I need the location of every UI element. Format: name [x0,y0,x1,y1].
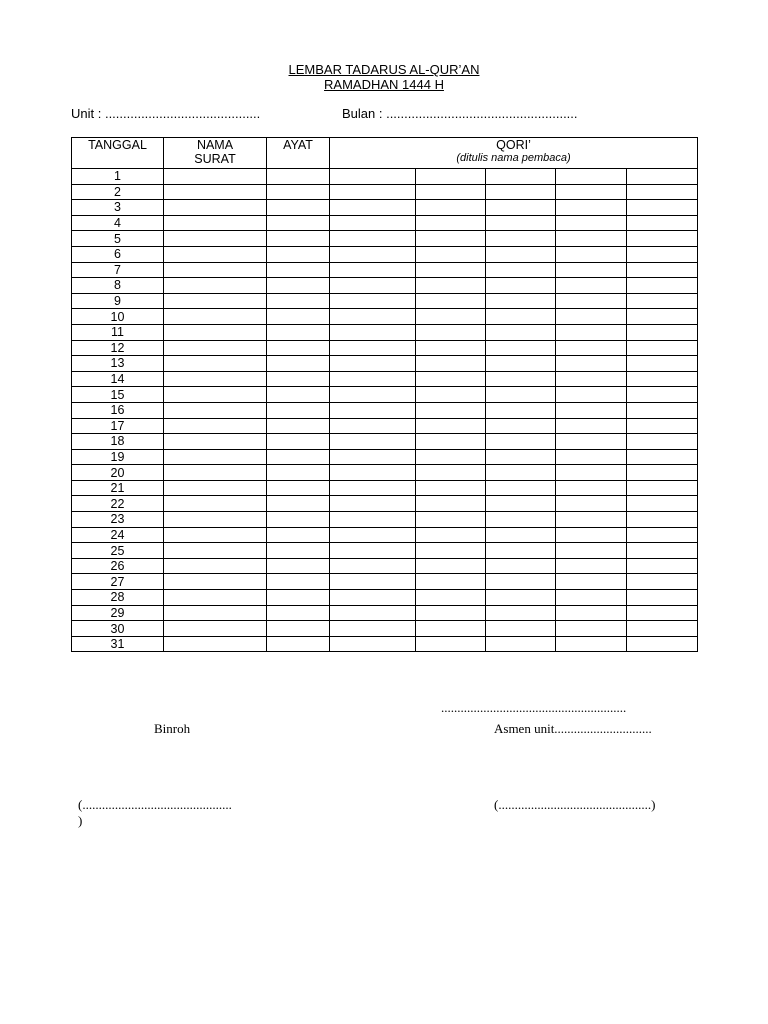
empty-cell[interactable] [556,231,627,247]
empty-cell[interactable] [486,574,556,590]
empty-cell[interactable] [486,636,556,652]
empty-cell[interactable] [556,558,627,574]
empty-cell[interactable] [486,512,556,528]
empty-cell[interactable] [486,418,556,434]
table-row [72,262,698,278]
empty-cell[interactable] [164,262,267,278]
empty-cell[interactable] [267,215,330,231]
empty-cell[interactable] [486,169,556,185]
empty-cell[interactable] [164,449,267,465]
row-tanggal: 6 [72,246,164,262]
empty-cell[interactable] [416,402,486,418]
row-tanggal: 15 [72,387,164,403]
row-tanggal: 7 [72,262,164,278]
empty-cell[interactable] [416,356,486,372]
empty-cell[interactable] [416,293,486,309]
empty-cell[interactable] [486,293,556,309]
empty-cell[interactable] [556,636,627,652]
empty-cell[interactable] [416,231,486,247]
empty-cell[interactable] [267,465,330,481]
empty-cell[interactable] [627,449,698,465]
empty-cell[interactable] [330,512,416,528]
empty-cell[interactable] [556,278,627,294]
empty-cell[interactable] [416,246,486,262]
empty-cell[interactable] [164,418,267,434]
empty-cell[interactable] [627,324,698,340]
row-tanggal: 17 [72,418,164,434]
empty-cell[interactable] [416,527,486,543]
empty-cell[interactable] [330,262,416,278]
empty-cell[interactable] [486,231,556,247]
table-row [72,184,698,200]
row-tanggal: 10 [72,309,164,325]
table-row [72,387,698,403]
empty-cell[interactable] [556,512,627,528]
empty-cell[interactable] [486,496,556,512]
empty-cell[interactable] [627,309,698,325]
empty-cell[interactable] [416,371,486,387]
empty-cell[interactable] [556,621,627,637]
empty-cell[interactable] [556,434,627,450]
empty-cell[interactable] [486,605,556,621]
empty-cell[interactable] [416,215,486,231]
empty-cell[interactable] [627,527,698,543]
empty-cell[interactable] [164,356,267,372]
empty-cell[interactable] [486,215,556,231]
empty-cell[interactable] [164,465,267,481]
empty-cell[interactable] [486,621,556,637]
empty-cell[interactable] [627,574,698,590]
empty-cell[interactable] [164,293,267,309]
row-tanggal: 1 [72,169,164,185]
binroh-label: Binroh [154,721,191,736]
empty-cell[interactable] [267,184,330,200]
empty-cell[interactable] [416,590,486,606]
empty-cell[interactable] [627,371,698,387]
empty-cell[interactable] [416,480,486,496]
header-tanggal: TANGGAL [72,138,164,169]
empty-cell[interactable] [267,605,330,621]
empty-cell[interactable] [627,262,698,278]
empty-cell[interactable] [556,590,627,606]
document-title-line2: RAMADHAN 1444 H [324,77,444,92]
empty-cell[interactable] [486,465,556,481]
empty-cell[interactable] [164,387,267,403]
empty-cell[interactable] [556,324,627,340]
empty-cell[interactable] [486,371,556,387]
empty-cell[interactable] [556,402,627,418]
empty-cell[interactable] [486,324,556,340]
empty-cell[interactable] [486,387,556,403]
empty-cell[interactable] [627,621,698,637]
table-row [72,574,698,590]
table-row [72,636,698,652]
empty-cell[interactable] [164,231,267,247]
empty-cell[interactable] [267,169,330,185]
empty-cell[interactable] [330,590,416,606]
empty-cell[interactable] [267,246,330,262]
empty-cell[interactable] [486,434,556,450]
empty-cell[interactable] [627,558,698,574]
table-row [72,246,698,262]
empty-cell[interactable] [267,558,330,574]
empty-cell[interactable] [416,387,486,403]
row-tanggal: 9 [72,293,164,309]
empty-cell[interactable] [416,496,486,512]
table-row [72,496,698,512]
empty-cell[interactable] [627,387,698,403]
empty-cell[interactable] [486,402,556,418]
empty-cell[interactable] [164,184,267,200]
empty-cell[interactable] [330,184,416,200]
empty-cell[interactable] [330,418,416,434]
row-tanggal: 31 [72,636,164,652]
empty-cell[interactable] [330,246,416,262]
empty-cell[interactable] [164,512,267,528]
empty-cell[interactable] [330,449,416,465]
empty-cell[interactable] [330,340,416,356]
empty-cell[interactable] [330,636,416,652]
empty-cell[interactable] [267,574,330,590]
unit-field: Unit : ........................................... [71,106,261,121]
row-tanggal: 13 [72,356,164,372]
header-nama-surat: NAMA SURAT [164,138,267,169]
empty-cell[interactable] [556,605,627,621]
empty-cell[interactable] [164,605,267,621]
empty-cell[interactable] [330,309,416,325]
empty-cell[interactable] [486,278,556,294]
empty-cell[interactable] [330,293,416,309]
table-row [72,278,698,294]
row-tanggal: 4 [72,215,164,231]
empty-cell[interactable] [164,590,267,606]
row-tanggal: 22 [72,496,164,512]
empty-cell[interactable] [164,309,267,325]
empty-cell[interactable] [627,278,698,294]
row-tanggal: 11 [72,324,164,340]
table-row [72,169,698,185]
empty-cell[interactable] [330,215,416,231]
empty-cell[interactable] [416,340,486,356]
empty-cell[interactable] [330,278,416,294]
row-tanggal: 30 [72,621,164,637]
empty-cell[interactable] [330,574,416,590]
empty-cell[interactable] [164,169,267,185]
empty-cell[interactable] [330,402,416,418]
empty-cell[interactable] [416,605,486,621]
empty-cell[interactable] [330,543,416,559]
table-row [72,215,698,231]
row-tanggal: 16 [72,402,164,418]
empty-cell[interactable] [486,200,556,216]
empty-cell[interactable] [164,480,267,496]
empty-cell[interactable] [164,371,267,387]
empty-cell[interactable] [627,465,698,481]
table-row [72,527,698,543]
empty-cell[interactable] [416,621,486,637]
empty-cell[interactable] [267,324,330,340]
empty-cell[interactable] [267,590,330,606]
empty-cell[interactable] [267,543,330,559]
empty-cell[interactable] [267,231,330,247]
empty-cell[interactable] [486,543,556,559]
empty-cell[interactable] [267,512,330,528]
empty-cell[interactable] [267,449,330,465]
empty-cell[interactable] [164,278,267,294]
empty-cell[interactable] [330,324,416,340]
empty-cell[interactable] [556,246,627,262]
empty-cell[interactable] [556,418,627,434]
empty-cell[interactable] [486,184,556,200]
empty-cell[interactable] [627,418,698,434]
table-row [72,231,698,247]
row-tanggal: 19 [72,449,164,465]
row-tanggal: 8 [72,278,164,294]
document-title-line1: LEMBAR TADARUS AL-QUR’AN [288,62,480,77]
table-row [72,543,698,559]
empty-cell[interactable] [416,574,486,590]
empty-cell[interactable] [267,636,330,652]
empty-cell[interactable] [267,496,330,512]
empty-cell[interactable] [627,480,698,496]
empty-cell[interactable] [556,262,627,278]
empty-cell[interactable] [416,449,486,465]
empty-cell[interactable] [164,636,267,652]
row-tanggal: 12 [72,340,164,356]
empty-cell[interactable] [164,402,267,418]
row-tanggal: 28 [72,590,164,606]
empty-cell[interactable] [267,262,330,278]
empty-cell[interactable] [556,465,627,481]
empty-cell[interactable] [556,574,627,590]
empty-cell[interactable] [330,605,416,621]
table-row [72,512,698,528]
row-tanggal: 26 [72,558,164,574]
empty-cell[interactable] [556,496,627,512]
empty-cell[interactable] [330,169,416,185]
table-row [72,371,698,387]
empty-cell[interactable] [486,527,556,543]
empty-cell[interactable] [556,371,627,387]
empty-cell[interactable] [164,246,267,262]
empty-cell[interactable] [267,371,330,387]
empty-cell[interactable] [267,418,330,434]
empty-cell[interactable] [330,558,416,574]
table-row [72,480,698,496]
empty-cell[interactable] [486,558,556,574]
table-row [72,590,698,606]
empty-cell[interactable] [556,356,627,372]
empty-cell[interactable] [556,480,627,496]
table-row [72,309,698,325]
empty-cell[interactable] [627,215,698,231]
row-tanggal: 24 [72,527,164,543]
empty-cell[interactable] [627,434,698,450]
table-row [72,558,698,574]
empty-cell[interactable] [627,184,698,200]
empty-cell[interactable] [267,356,330,372]
empty-cell[interactable] [330,231,416,247]
empty-cell[interactable] [627,543,698,559]
empty-cell[interactable] [556,449,627,465]
empty-cell[interactable] [267,340,330,356]
empty-cell[interactable] [627,231,698,247]
empty-cell[interactable] [330,465,416,481]
empty-cell[interactable] [627,590,698,606]
empty-cell[interactable] [267,480,330,496]
empty-cell[interactable] [556,215,627,231]
empty-cell[interactable] [267,278,330,294]
empty-cell[interactable] [416,184,486,200]
empty-cell[interactable] [416,512,486,528]
empty-cell[interactable] [416,309,486,325]
empty-cell[interactable] [330,371,416,387]
empty-cell[interactable] [486,480,556,496]
empty-cell[interactable] [416,278,486,294]
empty-cell[interactable] [267,527,330,543]
empty-cell[interactable] [627,200,698,216]
empty-cell[interactable] [267,402,330,418]
row-tanggal: 3 [72,200,164,216]
empty-cell[interactable] [486,246,556,262]
table-row [72,605,698,621]
empty-cell[interactable] [416,418,486,434]
empty-cell[interactable] [416,200,486,216]
empty-cell[interactable] [556,200,627,216]
table-row [72,449,698,465]
empty-cell[interactable] [416,465,486,481]
empty-cell[interactable] [556,527,627,543]
empty-cell[interactable] [164,340,267,356]
row-tanggal: 20 [72,465,164,481]
table-row [72,340,698,356]
row-tanggal: 27 [72,574,164,590]
empty-cell[interactable] [627,356,698,372]
empty-cell[interactable] [330,434,416,450]
empty-cell[interactable] [330,387,416,403]
asmen-name-line: (...............................................) [494,797,656,812]
empty-cell[interactable] [164,527,267,543]
row-tanggal: 14 [72,371,164,387]
empty-cell[interactable] [556,340,627,356]
table-row [72,621,698,637]
table-row [72,356,698,372]
empty-cell[interactable] [164,543,267,559]
empty-cell[interactable] [556,543,627,559]
empty-cell[interactable] [164,215,267,231]
empty-cell[interactable] [486,356,556,372]
empty-cell[interactable] [416,324,486,340]
empty-cell[interactable] [627,293,698,309]
empty-cell[interactable] [330,480,416,496]
empty-cell[interactable] [627,605,698,621]
table-row [72,324,698,340]
empty-cell[interactable] [164,496,267,512]
empty-cell[interactable] [486,590,556,606]
tadarus-table [71,137,698,652]
empty-cell[interactable] [330,356,416,372]
empty-cell[interactable] [416,262,486,278]
empty-cell[interactable] [267,200,330,216]
row-tanggal: 23 [72,512,164,528]
empty-cell[interactable] [627,496,698,512]
empty-cell[interactable] [627,512,698,528]
empty-cell[interactable] [330,200,416,216]
empty-cell[interactable] [416,169,486,185]
empty-cell[interactable] [556,169,627,185]
empty-cell[interactable] [164,574,267,590]
empty-cell[interactable] [486,309,556,325]
row-tanggal: 29 [72,605,164,621]
empty-cell[interactable] [330,527,416,543]
empty-cell[interactable] [416,636,486,652]
empty-cell[interactable] [627,636,698,652]
empty-cell[interactable] [556,387,627,403]
asmen-unit-label: Asmen unit.............................. [494,721,652,736]
empty-cell[interactable] [627,246,698,262]
empty-cell[interactable] [164,434,267,450]
header-ayat: AYAT [267,138,330,169]
empty-cell[interactable] [486,449,556,465]
table-header-row [72,138,698,169]
empty-cell[interactable] [164,558,267,574]
table-row [72,293,698,309]
empty-cell[interactable] [416,543,486,559]
table-row [72,402,698,418]
empty-cell[interactable] [627,340,698,356]
empty-cell[interactable] [486,262,556,278]
empty-cell[interactable] [267,434,330,450]
table-row [72,418,698,434]
empty-cell[interactable] [267,309,330,325]
empty-cell[interactable] [416,558,486,574]
empty-cell[interactable] [556,184,627,200]
empty-cell[interactable] [330,621,416,637]
empty-cell[interactable] [267,621,330,637]
row-tanggal: 25 [72,543,164,559]
bulan-field: Bulan : ..................................................... [342,106,578,121]
header-qori-note: (ditulis nama pembaca) [456,152,571,164]
binroh-name-line: (.............................................. [78,797,232,812]
table-row [72,465,698,481]
empty-cell[interactable] [267,387,330,403]
empty-cell[interactable] [556,309,627,325]
empty-cell[interactable] [627,402,698,418]
empty-cell[interactable] [164,324,267,340]
header-qori: QORI’ (ditulis nama pembaca) [330,138,698,169]
empty-cell[interactable] [416,434,486,450]
empty-cell[interactable] [330,496,416,512]
row-tanggal: 21 [72,480,164,496]
empty-cell[interactable] [486,340,556,356]
empty-cell[interactable] [164,621,267,637]
table-row [72,434,698,450]
row-tanggal: 18 [72,434,164,450]
empty-cell[interactable] [556,293,627,309]
empty-cell[interactable] [164,200,267,216]
row-tanggal: 5 [72,231,164,247]
row-tanggal: 2 [72,184,164,200]
table-body [72,169,698,652]
empty-cell[interactable] [627,169,698,185]
empty-cell[interactable] [267,293,330,309]
signature-date-line: ......................................................... [441,700,627,715]
binroh-name-close: ) [78,813,83,828]
table-row [72,200,698,216]
